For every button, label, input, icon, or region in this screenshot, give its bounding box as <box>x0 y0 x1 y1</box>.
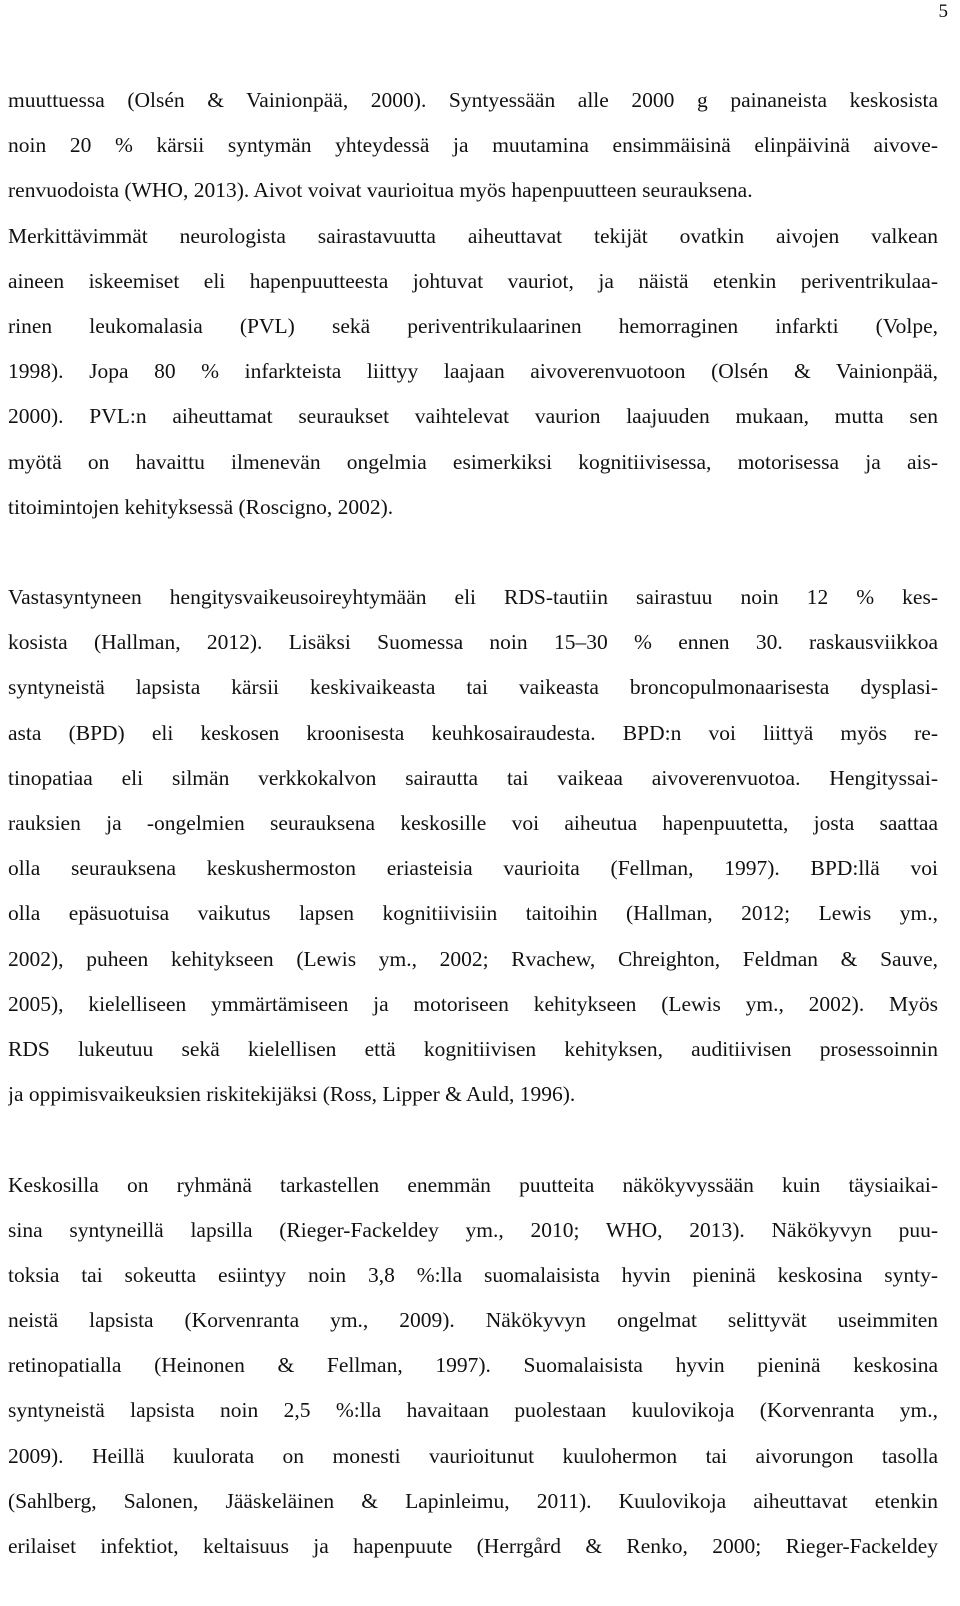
text-line: olla epäsuotuisa vaikutus lapsen kognitiivisiin taitoihin (Hallman, 2012; Lewis ym., <box>8 901 938 926</box>
text-line: retinopatialla (Heinonen & Fellman, 1997). Suomalaisista hyvin pieninä keskosina <box>8 1353 938 1378</box>
text-line: myötä on havaittu ilmenevän ongelmia esimerkiksi kognitiivisessa, motorisessa ja ais- <box>8 449 938 474</box>
text-line: syntyneistä lapsista noin 2,5 %:lla havaitaan puolestaan kuulovikoja (Korvenranta ym., <box>8 1398 938 1423</box>
text-line: neistä lapsista (Korvenranta ym., 2009). Näkökyvyn ongelmat selittyvät useimmiten <box>8 1308 938 1333</box>
text-line: tinopatiaa eli silmän verkkokalvon sairautta tai vaikeaa aivoverenvuotoa. Hengityssai- <box>8 765 938 790</box>
text-line: aineen iskeemiset eli hapenpuutteesta johtuvat vauriot, ja näistä etenkin periventrikulaa- <box>8 268 938 293</box>
paragraph <box>8 1163 938 1570</box>
text-line: titoimintojen kehityksessä (Roscigno, 2002). <box>8 494 394 519</box>
text-line: rinen leukomalasia (PVL) sekä periventrikulaarinen hemorraginen infarkti (Volpe, <box>8 313 938 338</box>
text-line: kosista (Hallman, 2012). Lisäksi Suomessa noin 15–30 % ennen 30. raskausviikkoa <box>8 630 938 655</box>
paragraph-spacer <box>8 530 938 575</box>
text-line: 2002), puheen kehitykseen (Lewis ym., 2002; Rvachew, Chreighton, Feldman & Sauve, <box>8 946 938 971</box>
text-line: ja oppimisvaikeuksien riskitekijäksi (Ross, Lipper & Auld, 1996). <box>8 1082 576 1107</box>
text-line: renvuodoista (WHO, 2013). Aivot voivat vaurioitua myös hapenpuutteen seurauksena. <box>8 178 753 203</box>
text-line: (Sahlberg, Salonen, Jääskeläinen & Lapinleimu, 2011). Kuulovikoja aiheuttavat etenkin <box>8 1488 938 1513</box>
paragraph <box>8 78 938 530</box>
page-number: 5 <box>938 1 948 22</box>
text-line: 2009). Heillä kuulorata on monesti vaurioitunut kuulohermon tai aivorungon tasolla <box>8 1443 938 1468</box>
text-line: RDS lukeutuu sekä kielellisen että kognitiivisen kehityksen, auditiivisen prosessoinnin <box>8 1036 938 1061</box>
text-line: sina syntyneillä lapsilla (Rieger-Fackeldey ym., 2010; WHO, 2013). Näkökyvyn puu- <box>8 1217 938 1242</box>
text-line: syntyneistä lapsista kärsii keskivaikeasta tai vaikeasta broncopulmonaarisesta dysplasi- <box>8 675 938 700</box>
document-body <box>8 78 938 1569</box>
text-line: Keskosilla on ryhmänä tarkastellen enemmän puutteita näkökyvyssään kuin täysiaikai- <box>8 1172 938 1197</box>
text-line: asta (BPD) eli keskosen kroonisesta keuhkosairaudesta. BPD:n voi liittyä myös re- <box>8 720 938 745</box>
text-line: 1998). Jopa 80 % infarkteista liittyy laajaan aivoverenvuotoon (Olsén & Vainionpää, <box>8 359 938 384</box>
text-line: erilaiset infektiot, keltaisuus ja hapenpuute (Herrgård & Renko, 2000; Rieger-Fackeldey <box>8 1534 938 1558</box>
text-line: toksia tai sokeutta esiintyy noin 3,8 %:lla suomalaisista hyvin pieninä keskosina synty- <box>8 1262 938 1287</box>
text-line: 2000). PVL:n aiheuttamat seuraukset vaihtelevat vaurion laajuuden mukaan, mutta sen <box>8 404 938 429</box>
text-line: rauksien ja -ongelmien seurauksena keskosille voi aiheutua hapenpuutetta, josta saattaa <box>8 811 938 835</box>
paragraph-spacer <box>8 1117 938 1162</box>
text-line: noin 20 % kärsii syntymän yhteydessä ja muutamina ensimmäisinä elinpäivinä aivove- <box>8 133 938 158</box>
paragraph <box>8 575 938 1117</box>
text-line: Vastasyntyneen hengitysvaikeusoireyhtymään eli RDS-tautiin sairastuu noin 12 % kes- <box>8 585 938 610</box>
text-line: olla seurauksena keskushermoston eriasteisia vaurioita (Fellman, 1997). BPD:llä voi <box>8 856 938 881</box>
text-line: muuttuessa (Olsén & Vainionpää, 2000). Syntyessään alle 2000 g painaneista keskosista <box>8 88 938 112</box>
text-line: Merkittävimmät neurologista sairastavuutta aiheuttavat tekijät ovatkin aivojen valkean <box>8 223 938 248</box>
text-line: 2005), kielelliseen ymmärtämiseen ja motoriseen kehitykseen (Lewis ym., 2002). Myös <box>8 991 938 1016</box>
